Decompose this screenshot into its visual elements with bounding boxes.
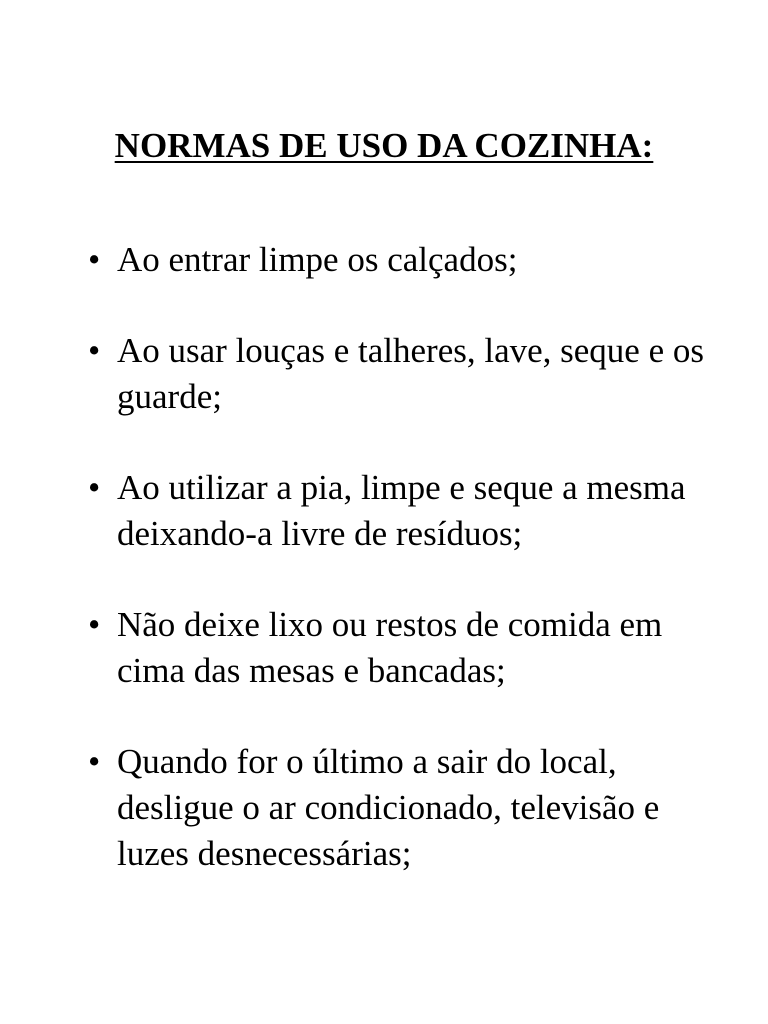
rule-text: Não deixe lixo ou restos de comida em cima das mesas e bancadas; <box>117 605 663 690</box>
list-item <box>88 465 708 557</box>
rule-text: Quando for o último a sair do local, desligue o ar condicionado, televisão e luzes desnecessárias; <box>117 742 660 873</box>
bullet-icon: • <box>88 331 101 370</box>
list-item <box>88 739 708 877</box>
rule-text: Ao utilizar a pia, limpe e seque a mesma deixando-a livre de resíduos; <box>117 468 686 553</box>
list-item <box>88 237 708 283</box>
rule-text: Ao entrar limpe os calçados; <box>117 240 518 279</box>
page-title: NORMAS DE USO DA COZINHA: <box>114 126 654 165</box>
rules-list <box>88 237 708 922</box>
bullet-icon: • <box>88 468 101 507</box>
bullet-icon: • <box>88 605 101 644</box>
rule-text: Ao usar louças e talheres, lave, seque e os guarde; <box>117 331 705 416</box>
list-item <box>88 602 708 694</box>
list-item <box>88 328 708 420</box>
bullet-icon: • <box>88 742 101 781</box>
bullet-icon: • <box>88 240 101 279</box>
